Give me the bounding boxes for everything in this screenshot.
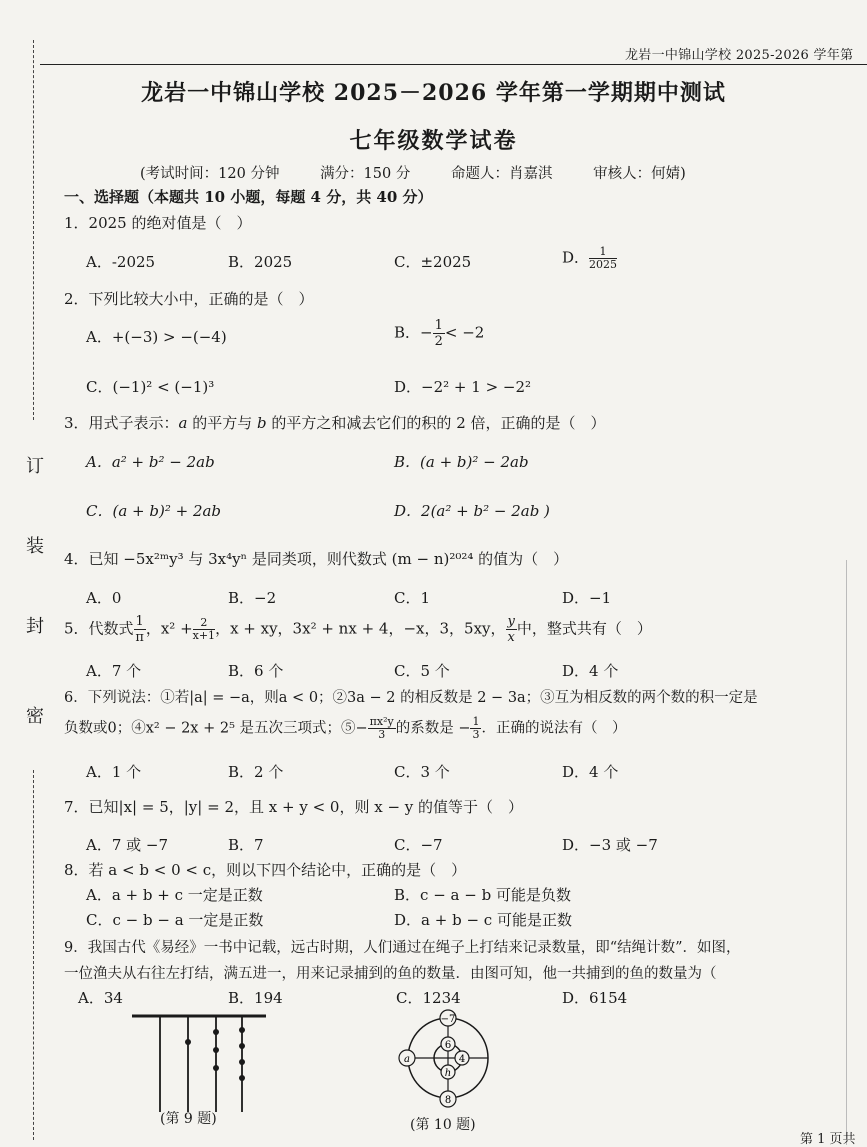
question-9-line-1: 9．我国古代《易经》一书中记载，远古时期，人们通过在绳子上打结来记录数量，即“结绳计数”．如图，: [64, 940, 741, 956]
next-page-edge: [846, 560, 867, 1145]
q9-option-c: C．1234: [396, 989, 461, 1007]
q5-option-b: B．6 个: [228, 662, 284, 680]
figure-10-circle-diagram: [394, 1008, 502, 1112]
q4-option-c: C．1: [394, 589, 431, 607]
label-center-right: 4: [458, 1054, 466, 1065]
question-7: 7．已知|x| = 5，|y| = 2，且 x + y < 0，则 x − y 的值等于（ ）: [64, 798, 524, 816]
section-heading: 一、选择题（本题共 10 小题，每题 4 分，共 40 分）: [64, 188, 433, 206]
binding-line: [33, 40, 34, 420]
q6-option-a: A．1 个: [86, 763, 142, 781]
question-5: 5．代数式 $\frac{1}{\pi}$ ，x² + $\frac{2}{x+1}$ ，x + xy，3x² + nx + 4，−x，3，5xy， $\frac{y}{x}$ 中，整式共有（ ）: [64, 614, 652, 645]
exam-reviewer: 审核人：何婧): [593, 166, 686, 182]
knot: [239, 1059, 245, 1065]
figure-9-knot-ropes: [130, 1010, 270, 1115]
q9-option-d: D．6154: [562, 989, 628, 1007]
q1-option-b: B．2025: [228, 253, 293, 271]
exam-score: 满分：150 分: [320, 166, 411, 182]
binding-mark: 订: [26, 456, 44, 477]
q4-option-d: D．−1: [562, 589, 612, 607]
exam-info: [140, 162, 722, 183]
q2-option-d: D．−2² + 1 > −2²: [394, 378, 532, 396]
q7-option-a: A．7 或 −7: [86, 836, 169, 854]
header-rule: [40, 64, 867, 65]
knot: [239, 1027, 245, 1033]
q7-option-b: B．7: [228, 836, 264, 854]
q3-option-d: D．2(a² + b² − 2ab ): [394, 502, 550, 520]
q7-option-c: C．−7: [394, 836, 443, 854]
q5-option-d: D．4 个: [562, 662, 619, 680]
knot: [185, 1039, 191, 1045]
label-top: −7: [440, 1014, 456, 1025]
q4-option-a: A．0: [86, 589, 122, 607]
label-center-bottom: h: [444, 1068, 452, 1079]
exam-subtitle: 七年级数学试卷: [349, 128, 518, 154]
q2-option-a: A．+(−3) > −(−4): [86, 328, 227, 346]
question-3: 3．用式子表示：a 的平方与 b 的平方之和减去它们的积的 2 倍，正确的是（ ）: [64, 414, 606, 432]
q6-option-c: C．3 个: [394, 763, 450, 781]
q7-option-d: D．−3 或 −7: [562, 836, 658, 854]
exam-time: (考试时间：120 分钟: [140, 166, 280, 182]
page-number: 第 1 页共: [800, 1132, 856, 1147]
label-center-top: 6: [444, 1040, 452, 1051]
question-4: 4．已知 −5x²ᵐy³ 与 3x⁴yⁿ 是同类项，则代数式 (m − n)²⁰²⁴ 的值为（ ）: [64, 550, 569, 568]
running-header: 龙岩一中锦山学校 2025-2026 学年第: [625, 48, 854, 63]
q2-option-b: B．− $\frac{1}{2}$ < −2: [394, 318, 485, 349]
knot: [213, 1047, 219, 1053]
knot: [239, 1075, 245, 1081]
question-8: 8．若 a < b < 0 < c，则以下四个结论中，正确的是（ ）: [64, 861, 467, 879]
figure-10-caption: (第 10 题): [410, 1117, 476, 1133]
binding-mark: 装: [26, 536, 44, 557]
knot: [213, 1029, 219, 1035]
q5-option-c: C．5 个: [394, 662, 450, 680]
figure-9-caption: (第 9 题): [160, 1111, 217, 1127]
exam-title: 龙岩一中锦山学校 2025－2026 学年第一学期期中测试: [141, 80, 726, 106]
question-2: 2．下列比较大小中，正确的是（ ）: [64, 290, 314, 308]
q9-option-b: B．194: [228, 989, 283, 1007]
q3-option-b: B．(a + b)² − 2ab: [394, 453, 529, 471]
q3-option-c: C．(a + b)² + 2ab: [86, 502, 222, 520]
knot: [213, 1065, 219, 1071]
q4-option-b: B．−2: [228, 589, 277, 607]
question-1: 1．2025 的绝对值是（ ）: [64, 214, 252, 232]
binding-mark: 密: [26, 706, 44, 727]
q6-option-b: B．2 个: [228, 763, 284, 781]
q1-option-c: C．±2025: [394, 253, 472, 271]
knot: [239, 1043, 245, 1049]
q1-option-a: A．-2025: [86, 253, 156, 271]
q9-option-a: A．34: [78, 989, 123, 1007]
question-6-line-1: 6．下列说法：①若|a| = −a，则a < 0；②3a − 2 的相反数是 2 − 3a；③互为相反数的两个数的积一定是: [64, 690, 758, 706]
q6-option-d: D．4 个: [562, 763, 619, 781]
q8-option-b: B．c − a − b 可能是负数: [394, 886, 571, 904]
question-9-line-2: 一位渔夫从右往左打结，满五进一，用来记录捕到的鱼的数量．由图可知，他一共捕到的鱼的数量为（: [64, 966, 717, 982]
q8-option-c: C．c − b − a 一定是正数: [86, 911, 264, 929]
label-bottom: 8: [444, 1095, 452, 1106]
binding-line: [33, 770, 34, 1140]
binding-mark: 封: [26, 616, 44, 637]
q3-option-a: A．a² + b² − 2ab: [86, 453, 215, 471]
q1-option-d: D． $\frac{1}{2025}$: [562, 245, 618, 271]
q2-option-c: C．(−1)² < (−1)³: [86, 378, 215, 396]
q8-option-a: A．a + b + c 一定是正数: [86, 886, 263, 904]
exam-author: 命题人：肖嘉淇: [450, 166, 553, 182]
question-6-line-2: 负数或0；④x² − 2x + 2⁵ 是五次三项式；⑤− $\frac{\text{πx²y}}{3}$ 的系数是 − $\frac{1}{3}$ ．正确的说法有（ ）: [64, 715, 627, 741]
q5-option-a: A．7 个: [86, 662, 142, 680]
q8-option-d: D．a + b − c 可能是正数: [394, 911, 572, 929]
label-left: a: [404, 1054, 410, 1065]
